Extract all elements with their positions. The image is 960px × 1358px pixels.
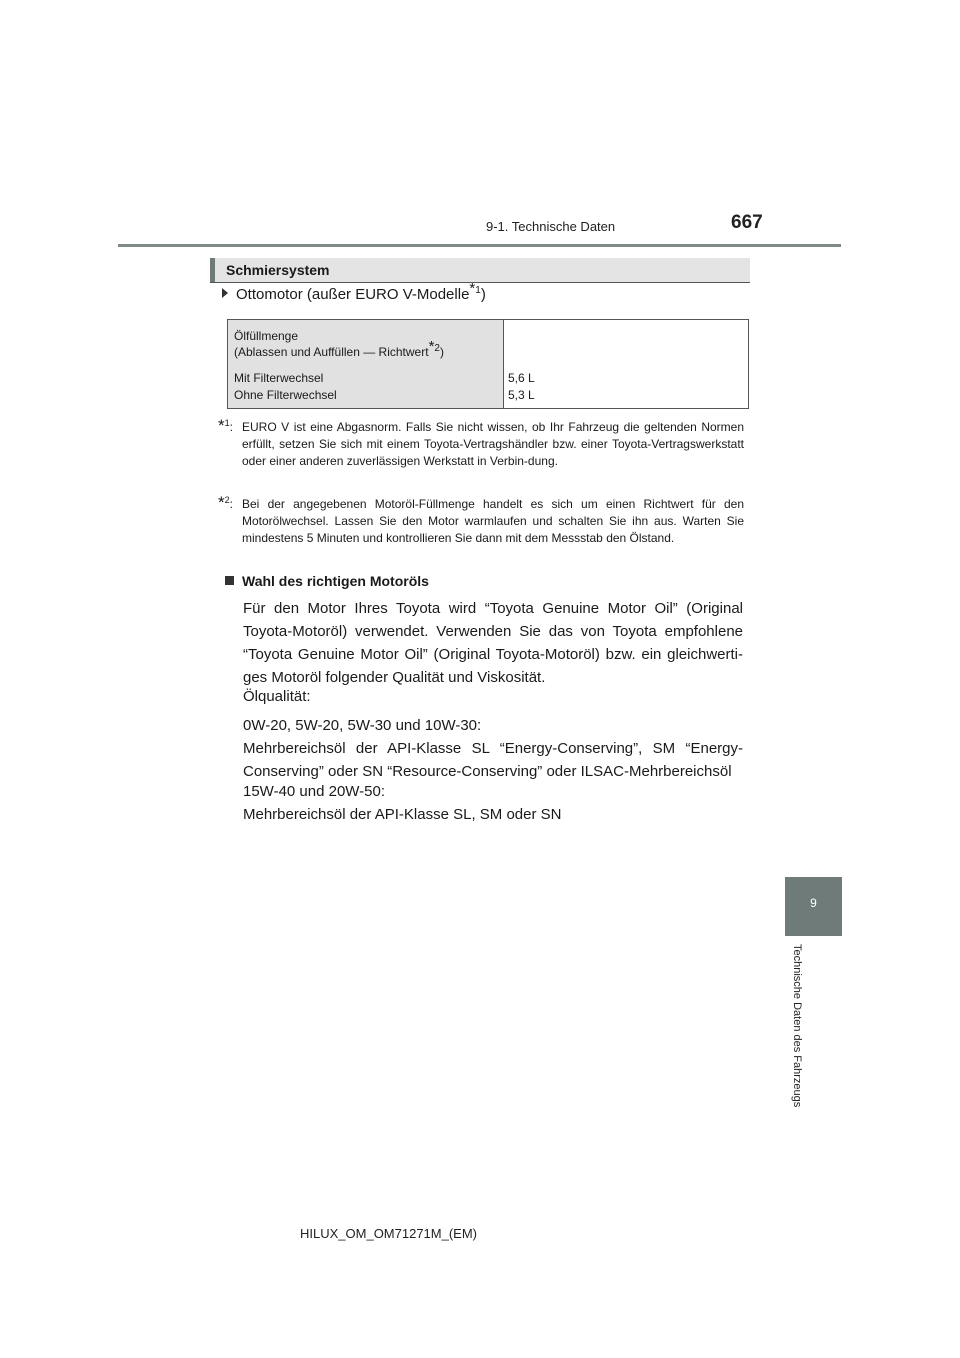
oil-quality-label: Ölqualität: <box>243 688 311 705</box>
footnote-text: Bei der angegebenen Motoröl-Füllmenge handelt es sich um einen Richtwert für den Motorölwechsel. Lassen Sie den Motor warmlaufen und schalten Sie ihn aus. Warten Sie mindestens 5 Minuten und kontrollieren Sie dann mit dem Messstab den Ölstand. <box>242 497 744 545</box>
header-rule <box>118 244 841 247</box>
chapter-side-label-text: Technische Daten des Fahrzeugs <box>791 944 803 1108</box>
footer-doc-id: HILUX_OM_OM71271M_(EM) <box>300 1226 477 1241</box>
viscosity-group: 15W-40 und 20W-50: Mehrbereichsöl der API-Klasse SL, SM oder SN <box>243 780 743 826</box>
square-bullet-icon <box>225 576 234 585</box>
viscosity-group: 0W-20, 5W-20, 5W-30 und 10W-30: Mehrbereichsöl der API-Klasse SL “Energy-Conserving”, SM “Energy- Conserving” oder SN “Resource-Conserving” oder ILSAC-Mehrbereichsöl <box>243 714 743 783</box>
chapter-number: 9 <box>810 896 817 910</box>
running-header-section: 9-1. Technische Daten <box>486 219 616 234</box>
subsection-heading: Wahl des richtigen Motoröls <box>225 573 429 589</box>
section-title: Schmiersystem <box>226 262 330 278</box>
footnote-text: EURO V ist eine Abgasnorm. Falls Sie nicht wissen, ob Ihr Fahrzeug die geltenden Normen erfüllt, setzen Sie sich mit einem Toyota-Vertragshändler bzw. einer Toyota-Vertragswerkstatt oder einer anderen zuverlässigen Werkstatt in Verbin-dung. <box>242 420 744 468</box>
footnote-marker: *$^2$: <box>218 493 233 512</box>
sub-heading: Ottomotor (außer EURO V-Modelle$^{*1}$) <box>222 286 486 303</box>
footnote-ref: *1 <box>469 280 481 297</box>
triangle-bullet-icon <box>222 288 228 298</box>
chapter-side-label <box>787 944 803 1134</box>
oil-capacity-table <box>227 319 749 409</box>
chapter-tab <box>785 877 842 936</box>
table-row-value: 5,3 L <box>508 388 535 402</box>
footnote-marker: *$^1$: <box>218 416 233 435</box>
footnote <box>218 493 744 547</box>
sub-heading-text: Ottomotor (außer EURO V-Modelle <box>236 286 470 303</box>
table-row-label: Mit Filterwechsel <box>234 371 324 385</box>
table-row-value: 5,6 L <box>508 371 535 385</box>
page-number: 667 <box>731 212 763 233</box>
viscosity-group-title: 15W-40 und 20W-50: <box>243 783 386 800</box>
table-label-line1: Ölfüllmenge <box>234 329 299 343</box>
footnote <box>218 416 744 470</box>
section-title-bar <box>210 258 750 283</box>
table-label-line2: (Ablassen und Auffüllen — Richtwert$^{*2}$) <box>234 338 444 359</box>
section-bar-marker <box>210 258 215 282</box>
viscosity-group-title: 0W-20, 5W-20, 5W-30 und 10W-30: <box>243 717 482 734</box>
body-paragraph: Für den Motor Ihres Toyota wird “Toyota Genuine Motor Oil” (Original Toyota-Motoröl) verwendet. Verwenden Sie das von Toyota empfohlene “Toyota Genuine Motor Oil” (Original Toyota-Motoröl) bzw. ein gleichwerti- ges Motoröl folgender Qualität und Viskosität. <box>243 600 743 686</box>
table-row-label: Ohne Filterwechsel <box>234 388 337 402</box>
